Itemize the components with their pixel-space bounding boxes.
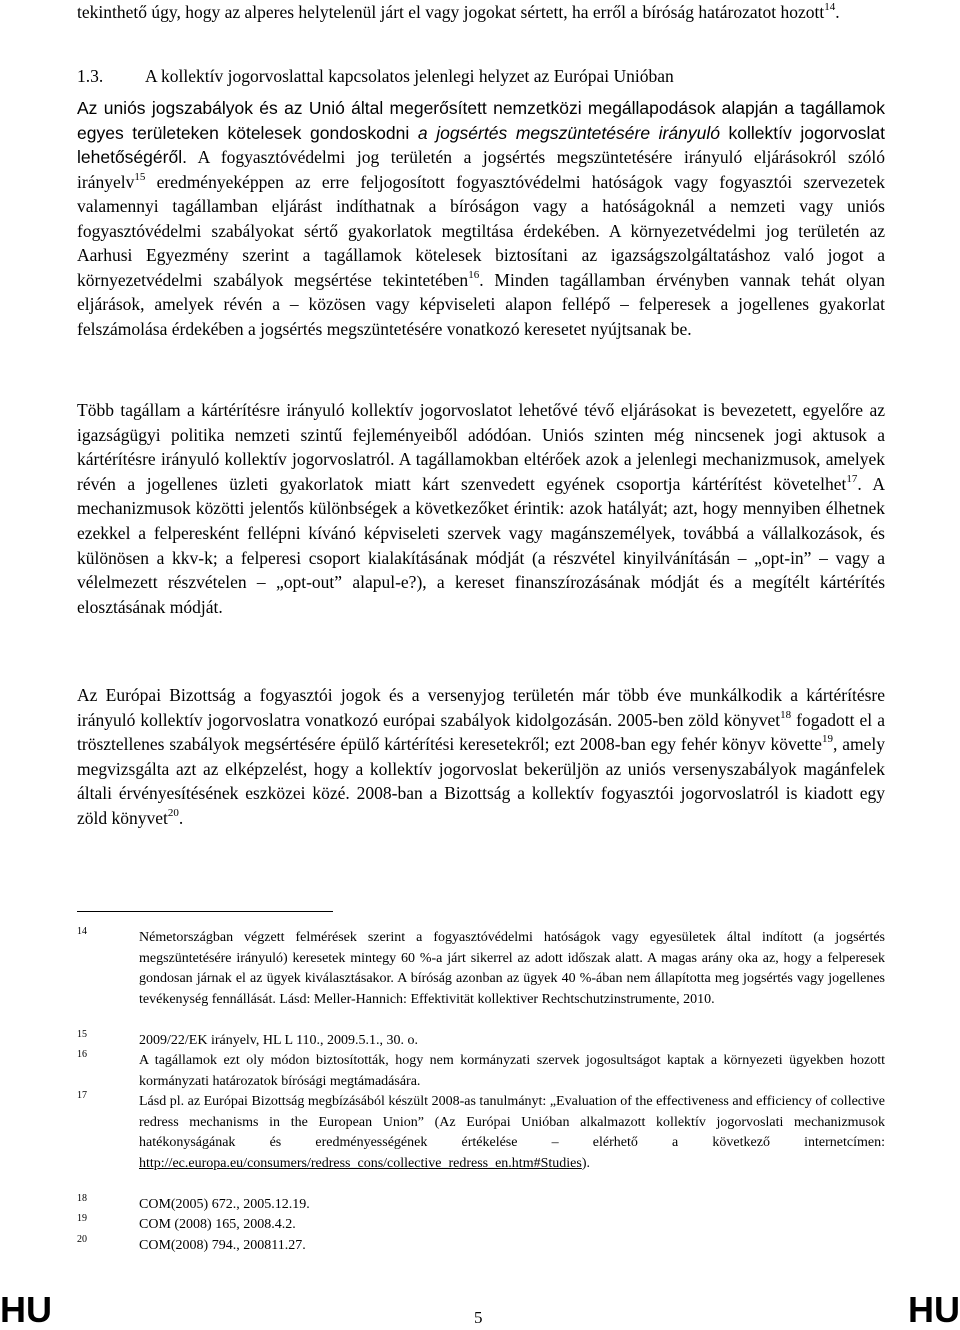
footnote-text [139,1092,885,1174]
footnote-text: COM(2008) 794., 200811.27. [139,1238,306,1253]
footnote-ref-16[interactable]: 16 [468,268,480,281]
paragraph-2-text-a: Több tagállam a kártérítésre irányuló kollektív jogorvoslatot lehetővé tévő eljárásokat is bevezetett, egyelőre az igazságügyi politika nemzeti szintű fejleményeiből adódóan. Uniós szinten még nincsenek jogi aktusok a kártérítésre irányuló kollektív jogorvoslatról. A tagállamokban eltérőek azok a jelenlegi mechanizmusok, amelyek révén a jogellenes üzleti gyakorlatok miatt kárt szenvedett egyének csoportja kártérítést követelhet [77,400,885,494]
studies-link[interactable]: http://ec.europa.eu/consumers/redress_cons/collective_redress_en.htm#Studies [139,1155,582,1171]
footnote-18 [77,1195,885,1216]
footnote-text: A tagállamok ezt oly módon biztosították, hogy nem kormányzati szervek jogosultságot kaptak a környezeti ügyekben hozott kormányzati határozatok bírósági megtámadására. [139,1053,885,1089]
paragraph-1-emphasis: a jogsértés megszüntetésére irányuló [417,122,720,143]
footnote-17-tail: ). [581,1155,590,1171]
footnote-ref-20[interactable]: 20 [167,807,179,820]
footnote-text: Németországban végzett felmérések szerint a fogyasztóvédelmi hatóságok vagy egyesületek által indított (a jogsértés megszüntetésére irányuló) keresetek mintegy 60 %-a járt sikerrel az adott időszak alatt. A magas arány oka az, hogy a felperesek gondosan járnak el az ügyek kiválasztásakor. A bíróság azonban az ügyek 40 %-ában nem állapította meg jogsértés vagy jogellenes tevékenység fennállását. Lásd: Meller-Hannich: Effektivität kollektiver Rechtschutzinstrumente, 2010. [139,930,885,1007]
footnote-ref-17[interactable]: 17 [846,472,858,485]
footer-language-left: HU [0,1289,52,1330]
footnote-14 [77,928,885,1010]
footnote-text: COM (2008) 165, 2008.4.2. [139,1217,296,1232]
footnote-text: 2009/22/EK irányelv, HL L 110., 2009.5.1., 30. o. [139,1033,419,1048]
footnote-number: 20 [77,1234,87,1245]
continued-text: tekinthető úgy, hogy az alperes helytelenül járt el vagy jogokat sértett, ha erről a bíróság határozatot hozott [77,2,825,22]
page-number: 5 [474,1308,483,1327]
paragraph-3-text-b: fogadott el a trösztellenes szabályok megsértésére épülő kártérítési keresetekről; ezt 2008-ban egy fehér könyv követte [77,709,885,755]
footer-language-right: HU [908,1289,960,1330]
paragraph-2 [77,398,885,619]
footnote-number: 14 [77,926,87,937]
section-heading [77,64,885,88]
paragraph-1-intro: Az uniós jogszabályok és az Unió által megerősített nemzetközi megállapodások alapján a tagállamok egyes területeken kötelesek gondoskodni [77,98,885,143]
footnote-separator [77,911,333,912]
paragraph-1 [77,96,885,341]
paragraph-1-intro-end: kollektív jogorvoslat lehetőségéről. [77,122,885,167]
paragraph-3-text-a: Az Európai Bizottság a fogyasztói jogok és a versenyjog területén már több éve munkálkodik a kártérítésre irányuló kollektív jogorvoslatra vonatkozó európai szabályok kidolgozásán. 2005-ben zöld könyvet [77,685,885,730]
footnote-number: 19 [77,1213,87,1224]
footnote-16 [77,1051,885,1092]
paragraph-1-text-a: A fogyasztóvédelmi jog területén a jogsértés megszüntetésére irányuló eljárásokról szóló irányelv [77,147,885,192]
paragraph-3-text-d: . [178,807,184,828]
section-number: 1.3. [77,66,104,86]
footnote-17-text: Lásd pl. az Európai Bizottság megbízásából készült 2008-as tanulmányt: „Evaluation of the effectiveness and efficiency of collective redress mechanisms in the European Union” (Az Európai Unióban alkalmazott kollektív jogorvoslati mechanizmusok hatékonyságának és eredményességének értékelése – elérhető a következő internetcímen: [139,1094,885,1150]
footnote-number: 15 [77,1029,87,1040]
footnote-17 [77,1092,885,1174]
footnote-number: 17 [77,1090,87,1101]
footnote-ref-14[interactable]: 14 [824,1,836,14]
paragraph-1-text-b: eredményeképpen az erre feljogosított fogyasztóvédelmi hatóságok vagy fogyasztói szervezetek valamennyi tagállamban eljárást indíthatnak a bíróságon vagy a hatóságoknál a nemzeti vagy uniós fogyasztóvédelmi szabályokat sértő gyakorlatok megtiltása érdekében. [77,171,885,241]
footnote-text: COM(2005) 672., 2005.12.19. [139,1197,310,1212]
paragraph-1-text-d: . Minden tagállamban érvényben vannak tehát olyan eljárások, amelyek révén a – közösen vagy képviseleti alapon fellépő – felperesek a jogellenes gyakorlat felszámolása érdekében a jogsértés megszüntetésére vonatkozó keresetet nyújtsanak be. [77,269,885,339]
section-title: A kollektív jogorvoslattal kapcsolatos jelenlegi helyzet az Európai Unióban [145,66,674,86]
footnote-15 [77,1031,885,1052]
footnote-number: 16 [77,1049,87,1060]
paragraph-3 [77,683,885,831]
footnote-ref-18[interactable]: 18 [780,708,792,721]
footnote-number: 18 [77,1193,87,1204]
footnote-ref-15[interactable]: 15 [134,170,146,183]
continued-paragraph [77,0,885,25]
paragraph-2-text-b: . A mechanizmusok közötti jelentős különbségek a következőket érintik: azok hatályát; azt, hogy mennyiben élhetnek ezekkel a felperesként fellépni kívánó képviseleti szervek vagy magánszemélyek, továbbá a vállalkozások, és különösen a kkv-k; a felperesi csoport kialakításának módját (a részvétel kinyilvánításán – „opt-in” – vagy a vélelmezett részvételen – „opt-out” alapul-e?), a kereset finanszírozásának módját és a megítélt kártérítés elosztásának módját. [77,473,885,617]
footnote-ref-19[interactable]: 19 [821,733,833,746]
continued-text-end: . [835,2,840,22]
paragraph-3-text-c: , amely megvizsgálta azt az elképzelést, hogy a kollektív jogorvoslat bekerüljön az uniós versenyszabályok magánfelek általi érvényesítésének eszközei közé. 2008-ban a Bizottság a kollektív fogyasztói jogorvoslatról is kiadott egy zöld könyvet [77,734,885,828]
footnote-20 [77,1236,885,1257]
footnote-19 [77,1215,885,1236]
paragraph-1-text-c: A környezetvédelmi jog területén az Aarhusi Egyezmény szerint a tagállamok kötelesek biztosítani az igazságszolgáltatáshoz való jogot a környezetvédelmi szabályok megsértése tekintetében [77,220,885,290]
